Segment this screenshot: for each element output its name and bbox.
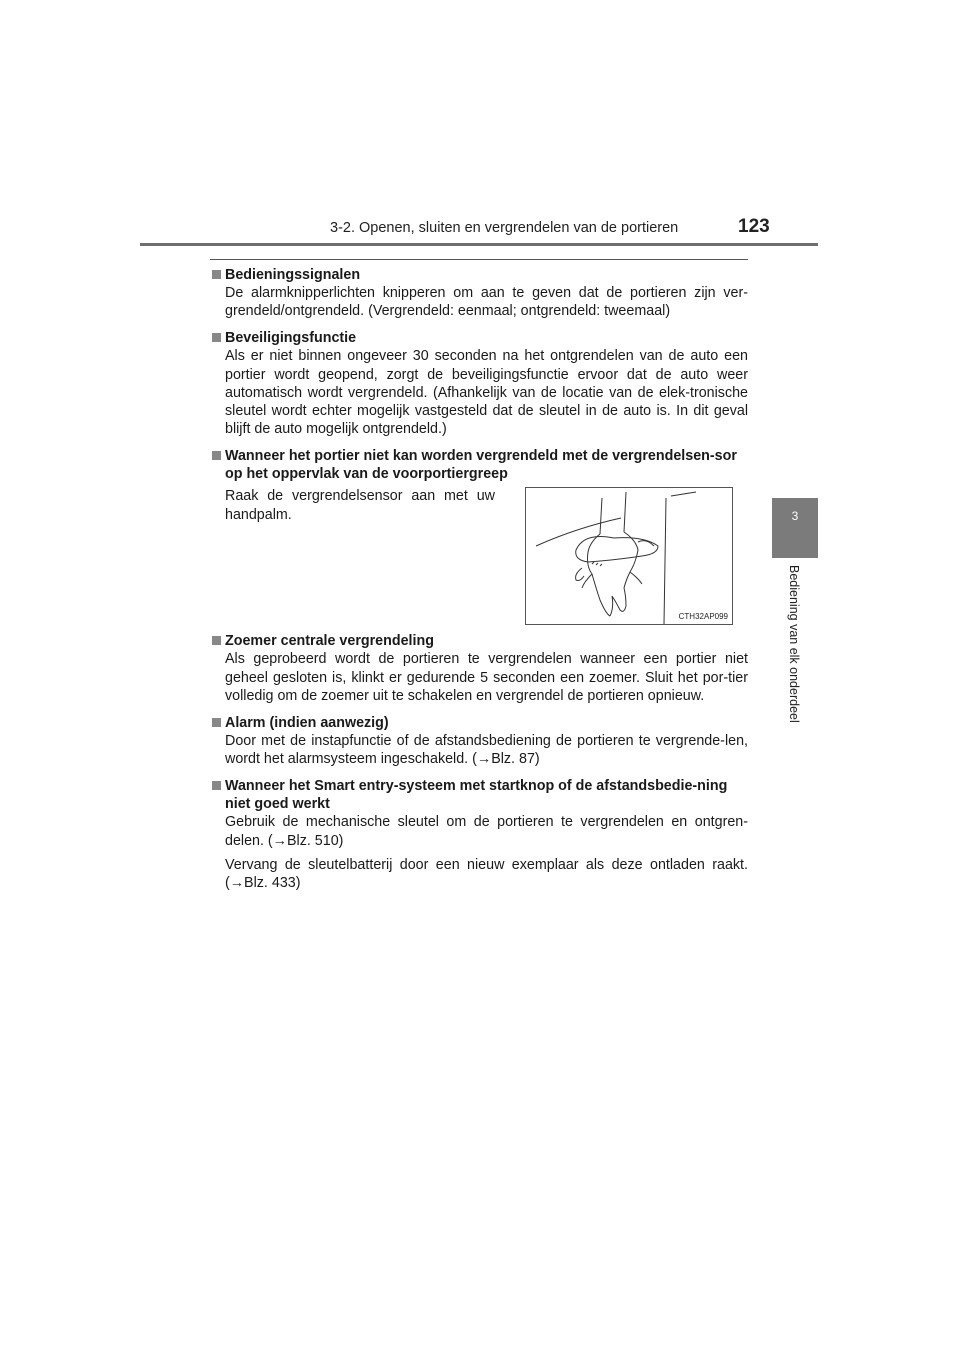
hand-illustration-icon — [526, 488, 732, 624]
section-paragraph: Raak de vergrendelsensor aan met uw handpalm. — [225, 488, 495, 523]
square-bullet-icon — [212, 270, 221, 279]
section-smart-entry — [212, 777, 748, 892]
section-heading-text: Alarm (indien aanwezig) — [225, 715, 389, 732]
chapter-side-label — [776, 565, 812, 765]
section-vergrendelsensor — [212, 447, 748, 623]
section-alarm — [212, 714, 748, 768]
section-heading — [212, 777, 748, 813]
content-rule — [210, 259, 748, 260]
section-heading — [212, 714, 748, 732]
square-bullet-icon — [212, 718, 221, 727]
section-paragraph: Als er niet binnen ongeveer 30 seconden na het ontgrendelen van de auto een portier wordt geopend, zorgt de beveiligingsfunctie ervoor dat de auto weer automatisch wordt vergrendeld. (Afhankelijk van de locatie van de elek-tronische sleutel wordt echter mogelijk vastgesteld dat de sleutel in de auto is. In dit geval blijft de auto mogelijk ontgrendeld.) — [225, 348, 748, 438]
section-heading-text: Wanneer het Smart entry-systeem met startknop of de afstandsbedie-ning niet goed werkt — [225, 778, 728, 813]
chapter-tab — [772, 498, 818, 558]
square-bullet-icon — [212, 781, 221, 790]
section-paragraph: Gebruik de mechanische sleutel om de portieren te vergrendelen en ontgren-delen. (→Blz. 510) — [225, 814, 748, 849]
page-number: 123 — [738, 216, 770, 237]
section-beveiligingsfunctie — [212, 329, 748, 438]
chapter-title: 3-2. Openen, sluiten en vergrendelen van de portieren — [330, 220, 679, 236]
section-heading — [212, 266, 748, 284]
square-bullet-icon — [212, 451, 221, 460]
section-zoemer — [212, 632, 748, 705]
square-bullet-icon — [212, 636, 221, 645]
header-rule — [140, 243, 818, 246]
section-heading-text: Beveiligingsfunctie — [225, 330, 357, 347]
section-paragraph: Vervang de sleutelbatterij door een nieuw exemplaar als deze ontladen raakt. (→Blz. 433) — [225, 856, 748, 892]
section-heading-text: Wanneer het portier niet kan worden vergrendeld met de vergrendelsen-sor op het oppervlak van de voorportiergreep — [225, 448, 737, 483]
section-paragraph: De alarmknipperlichten knipperen om aan te geven dat de portieren zijn ver-grendeld/ontgrendeld. (Vergrendeld: eenmaal; ontgrendeld: tweemaal) — [225, 285, 748, 320]
square-bullet-icon — [212, 333, 221, 342]
section-heading — [212, 329, 748, 347]
section-heading-text: Zoemer centrale vergrendeling — [225, 633, 434, 650]
chapter-side-label-text: Bediening van elk onderdeel — [787, 565, 801, 723]
chapter-number: 3 — [791, 509, 799, 523]
section-bedieningssignalen — [212, 266, 748, 320]
section-heading — [212, 447, 748, 483]
figure-label: CTH32AP099 — [678, 612, 728, 622]
section-paragraph: Als geprobeerd wordt de portieren te vergrendelen wanneer een portier niet geheel gesloten is, klinkt er gedurende 5 seconden een zoemer. Sluit het por-tier volledig om de zoemer uit te schakelen en vergrendel de portieren opnieuw. — [225, 651, 748, 704]
page-content — [212, 266, 748, 901]
section-heading — [212, 632, 748, 650]
hand-on-door-handle-illustration — [525, 487, 733, 625]
text-with-figure — [212, 483, 748, 623]
section-paragraph: Door met de instapfunctie of de afstandsbediening de portieren te vergrende-len, wordt het alarmsysteem ingeschakeld. (→Blz. 87) — [225, 733, 748, 768]
section-heading-text: Bedieningssignalen — [225, 267, 361, 283]
